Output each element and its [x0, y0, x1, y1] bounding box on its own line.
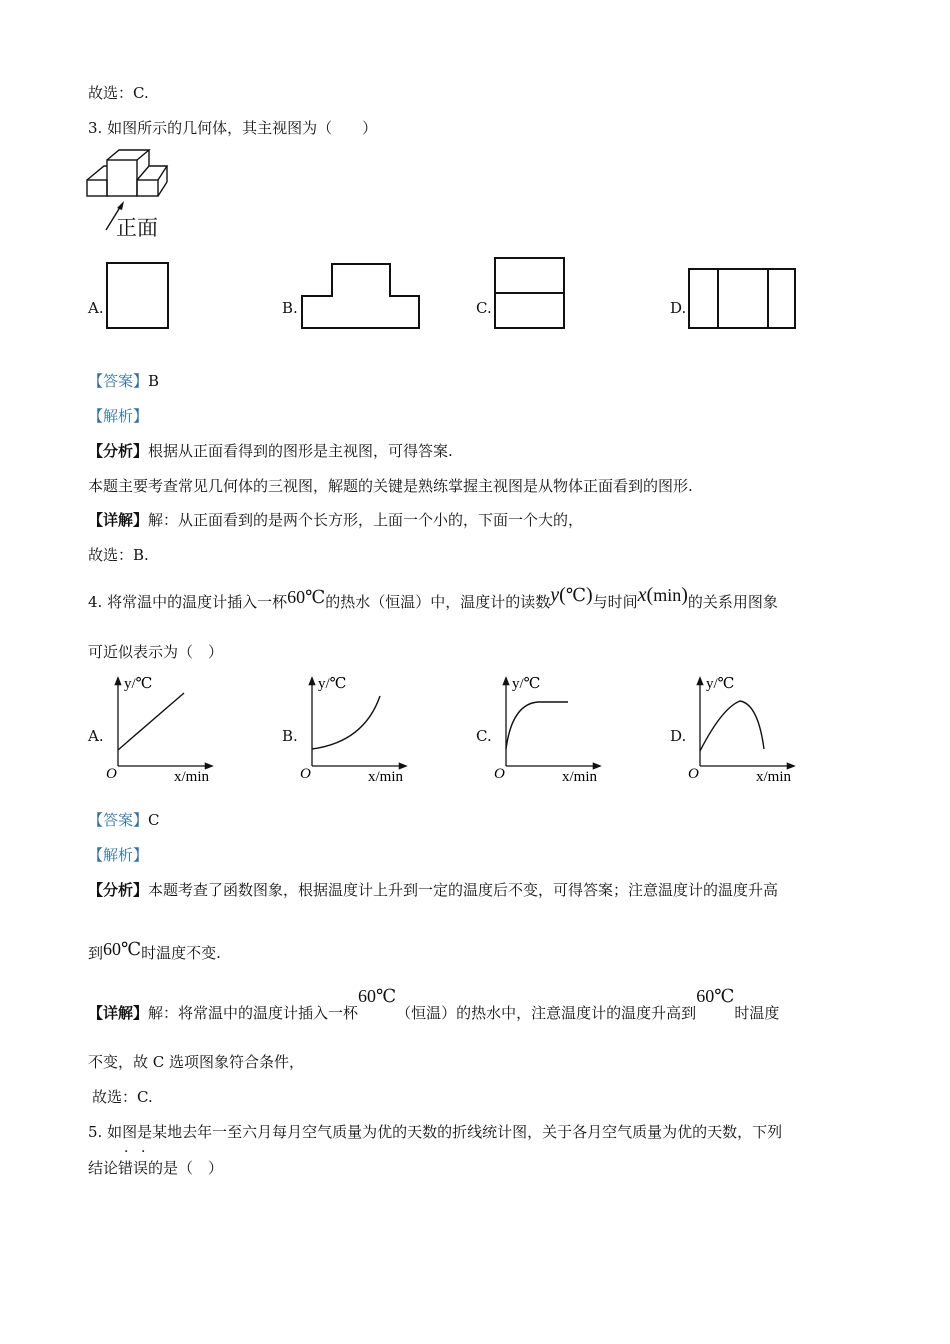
q4-graph-c-xlabel: x/min: [562, 769, 598, 785]
emphasis-dot: ·: [141, 1144, 146, 1160]
q4-graph-a-ylabel: y/℃: [124, 676, 153, 692]
q3-detail: 【详解】解：从正面看到的是两个长方形，上面一个小的，下面一个大的，: [88, 511, 584, 529]
q4-stem: 4. 将常温中的温度计插入一杯60℃的热水（恒温）中，温度计的读数y(℃)与时间x(min)的关系用图象: [88, 584, 778, 611]
q4-option-a-label: A.: [88, 727, 104, 745]
q4-graph-d-origin: O: [688, 766, 699, 782]
front-label: 正面: [116, 216, 158, 240]
q3-option-c-label: C.: [476, 299, 492, 317]
q5-stem-line2: 结论错误的是（ ）: [88, 1159, 224, 1177]
q4-stem-line2: 可近似表示为（ ）: [88, 643, 224, 661]
q4-fenxi-line2: 到60℃时温度不变.: [88, 939, 221, 962]
q4-graph-a-origin: O: [106, 766, 117, 782]
q3-analysis-tag: 【解析】: [88, 407, 149, 425]
q3-option-a-figure: [106, 262, 170, 330]
q3-option-c-figure: [494, 257, 566, 330]
q4-graph-d-xlabel: x/min: [756, 769, 792, 785]
q4-detail-line2: 不变，故 C 选项图象符合条件，: [88, 1053, 305, 1071]
q4-detail: 【详解】解：将常温中的温度计插入一杯60℃（恒温）的热水中，注意温度计的温度升高到60℃时温度: [88, 986, 780, 1022]
emphasized-word: 错误: [118, 1159, 149, 1177]
q4-option-b-label: B.: [282, 727, 298, 745]
q4-choice: 故选：C.: [92, 1088, 153, 1106]
q4-fenxi: 【分析】本题考查了函数图象，根据温度计上升到一定的温度后不变，可得答案；注意温度计的温度升高: [88, 881, 779, 899]
q4-graph-b-curve: [312, 696, 380, 749]
q4-graph-d-ylabel: y/℃: [706, 676, 735, 692]
q3-choice: 故选：B.: [88, 546, 149, 564]
q3-option-b-label: B.: [282, 299, 298, 317]
q3-answer: 【答案】B: [88, 372, 160, 390]
q5-stem: 5. 如图是某地去年一至六月每月空气质量为优的天数的折线统计图，关于各月空气质量为优的天数，下列: [88, 1123, 783, 1141]
q4-graph-c-origin: O: [494, 766, 505, 782]
q4-graph-b-ylabel: y/℃: [318, 676, 347, 692]
q3-option-b-figure: [300, 262, 422, 330]
q4-option-d-label: D.: [670, 727, 687, 745]
q4-graph-b: [294, 672, 424, 792]
q4-graph-c-ylabel: y/℃: [512, 676, 541, 692]
q4-graph-a-xlabel: x/min: [174, 769, 210, 785]
q4-graph-a: [100, 672, 230, 792]
q3-option-a-label: A.: [88, 299, 104, 317]
q4-answer: 【答案】C: [88, 811, 160, 829]
q3-fenxi: 【分析】根据从正面看得到的图形是主视图，可得答案.: [88, 442, 453, 460]
q3-stem: 3. 如图所示的几何体，其主视图为（ ）: [88, 119, 378, 137]
q4-graph-d: [682, 672, 812, 792]
q4-graph-c-curve: [506, 702, 568, 749]
q4-graph-b-origin: O: [300, 766, 311, 782]
q4-graph-d-curve: [700, 701, 764, 751]
q4-graph-a-curve: [118, 693, 184, 750]
q4-graph-b-xlabel: x/min: [368, 769, 404, 785]
prev-choice: 故选：C.: [88, 84, 149, 102]
q4-analysis-tag: 【解析】: [88, 846, 149, 864]
q3-option-d-label: D.: [670, 299, 687, 317]
q3-option-d-figure: [688, 268, 798, 330]
emphasis-dot: ·: [124, 1144, 129, 1160]
q4-option-c-label: C.: [476, 727, 492, 745]
q4-graph-c: [488, 672, 618, 792]
q3-note: 本题主要考查常见几何体的三视图，解题的关键是熟练掌握主视图是从物体正面看到的图形.: [88, 477, 693, 495]
